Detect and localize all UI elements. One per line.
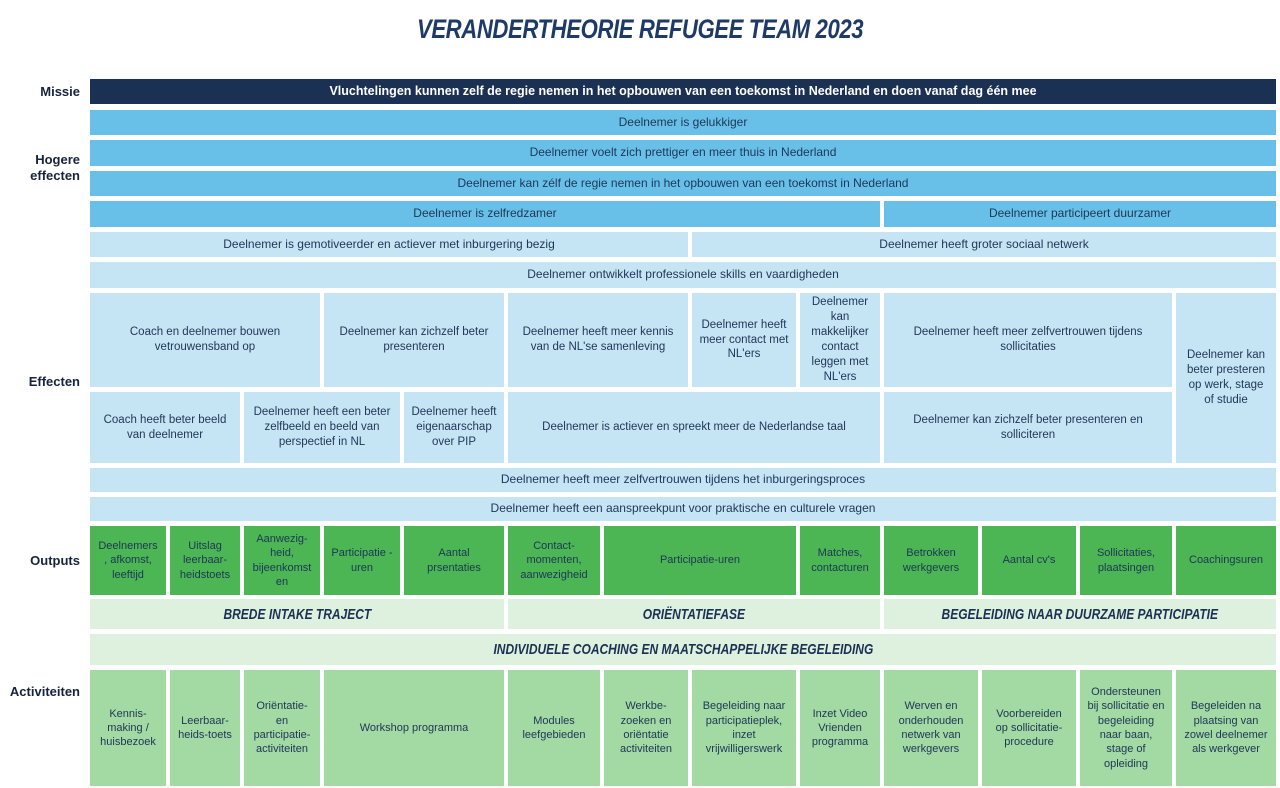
activity-box: Leerbaar-heids-toets xyxy=(170,670,240,786)
effect-zelfvertrouwen-bar: Deelnemer heeft meer zelfvertrouwen tijdens het inburgeringsproces xyxy=(90,468,1276,492)
fase-header-row xyxy=(90,599,1276,629)
row-label-missie: Missie xyxy=(40,84,80,99)
fase-orientatiefase-label: ORIËNTATIEFASE xyxy=(642,605,746,623)
fase-brede-intake xyxy=(90,599,504,629)
hogere-row-3 xyxy=(90,171,1276,196)
fase-brede-intake-label: BREDE INTAKE TRAJECT xyxy=(223,605,371,623)
fase-orientatiefase xyxy=(508,599,880,629)
effect-box: Deelnemer kan zichzelf beter presenteren en solliciteren xyxy=(884,392,1172,463)
hogere-prettiger-bar: Deelnemer voelt zich prettiger en meer thuis in Nederland xyxy=(90,140,1276,166)
output-box: Aanwezig-heid, bijeenkomsten xyxy=(244,526,320,595)
effect-box: Deelnemer kan zichzelf beter presenteren xyxy=(324,293,504,387)
effect-sociaal-netwerk-bar: Deelnemer heeft groter sociaal netwerk xyxy=(692,232,1276,257)
page-title: VERANDERTHEORIE REFUGEE TEAM 2023 xyxy=(416,14,864,44)
effect-box: Deelnemer heeft meer kennis van de NL'se samenleving xyxy=(508,293,688,387)
row-label-outputs: Outputs xyxy=(30,553,80,568)
activity-box: Werkbe-zoeken en oriëntatie activiteiten xyxy=(604,670,688,786)
effect-box: Deelnemer heeft meer zelfvertrouwen tijdens sollicitaties xyxy=(884,293,1172,387)
activity-box: Kennis-making / huisbezoek xyxy=(90,670,166,786)
effecten-row-4 xyxy=(90,497,1276,521)
effect-aanspreekpunt-bar: Deelnemer heeft een aanspreekpunt voor praktische en culturele vragen xyxy=(90,497,1276,521)
output-box: Participatie-uren xyxy=(604,526,796,595)
activity-box: Begeleiding naar participatieplek, inzet vrijwilligerswerk xyxy=(692,670,796,786)
hogere-zelfredzamer-bar: Deelnemer is zelfredzamer xyxy=(90,201,880,227)
row-label-effecten: Effecten xyxy=(28,374,80,389)
output-box: Betrokken werkgevers xyxy=(884,526,978,595)
coaching-strip-row xyxy=(90,634,1276,665)
fase-begeleiding-label: BEGELEIDING NAAR DUURZAME PARTICIPATIE xyxy=(941,605,1219,623)
missie-row xyxy=(90,79,1276,104)
hogere-row-2 xyxy=(90,140,1276,166)
outputs-row xyxy=(90,526,1276,595)
activity-box: Begeleiden na plaatsing van zowel deelnemer als werkgever xyxy=(1176,670,1276,786)
effecten-row-1 xyxy=(90,232,1276,257)
effect-box: Deelnemer heeft een beter zelfbeeld en beeld van perspectief in NL xyxy=(244,392,400,463)
activity-box: Voorbereiden op sollicitatie-procedure xyxy=(982,670,1076,786)
effecten-grid xyxy=(90,293,1276,463)
activity-box: Modules leefgebieden xyxy=(508,670,600,786)
hogere-participeert-bar: Deelnemer participeert duurzamer xyxy=(884,201,1276,227)
output-box: Deelnemers, afkomst, leeftijd xyxy=(90,526,166,595)
output-box: Sollicitaties, plaatsingen xyxy=(1080,526,1172,595)
coaching-strip-label: INDIVIDUELE COACHING EN MAATSCHAPPELIJKE BEGELEIDING xyxy=(493,641,873,658)
effect-box: Deelnemer is actiever en spreekt meer de Nederlandse taal xyxy=(508,392,880,463)
output-box: Uitslag leerbaar-heidstoets xyxy=(170,526,240,595)
effect-box: Deelnemer heeft meer contact met NL'ers xyxy=(692,293,796,387)
missie-bar: Vluchtelingen kunnen zelf de regie nemen in het opbouwen van een toekomst in Nederland en doen vanaf dag één mee xyxy=(90,79,1276,104)
page-title-wrap xyxy=(0,14,1280,45)
effecten-row-3 xyxy=(90,468,1276,492)
effect-skills-bar: Deelnemer ontwikkelt professionele skills en vaardigheden xyxy=(90,262,1276,288)
hogere-row-4 xyxy=(90,201,1276,227)
effect-box: Coach heeft beter beeld van deelnemer xyxy=(90,392,240,463)
activity-box: Workshop programma xyxy=(324,670,504,786)
output-box: Aantal cv's xyxy=(982,526,1076,595)
effect-box: Coach en deelnemer bouwen vetrouwensband op xyxy=(90,293,320,387)
output-box: Coachingsuren xyxy=(1176,526,1276,595)
effect-box: Deelnemer kan makkelijker contact leggen met NL'ers xyxy=(800,293,880,387)
activity-box: Oriëntatie- en participatie-activiteiten xyxy=(244,670,320,786)
output-box: Matches, contacturen xyxy=(800,526,880,595)
effect-box: Deelnemer heeft eigenaarschap over PIP xyxy=(404,392,504,463)
row-label-activiteiten: Activiteiten xyxy=(9,684,80,699)
effect-box-tall: Deelnemer kan beter presteren op werk, stage of studie xyxy=(1176,293,1276,463)
effect-gemotiveerder-bar: Deelnemer is gemotiveerder en actiever met inburgering bezig xyxy=(90,232,688,257)
activity-box: Werven en onderhouden netwerk van werkgevers xyxy=(884,670,978,786)
effecten-row-2 xyxy=(90,262,1276,288)
output-box: Aantal prsentaties xyxy=(404,526,504,595)
row-label-hogere-effecten: Hogere effecten xyxy=(30,152,80,183)
activiteiten-row xyxy=(90,670,1276,786)
activity-box: Inzet Video Vrienden programma xyxy=(800,670,880,786)
hogere-gelukkiger-bar: Deelnemer is gelukkiger xyxy=(90,110,1276,135)
coaching-strip xyxy=(90,634,1276,665)
hogere-row-1 xyxy=(90,110,1276,135)
fase-begeleiding xyxy=(884,599,1276,629)
output-box: Participatie -uren xyxy=(324,526,400,595)
hogere-regie-bar: Deelnemer kan zélf de regie nemen in het opbouwen van een toekomst in Nederland xyxy=(90,171,1276,196)
activity-box: Ondersteunen bij sollicitatie en begeleiding naar baan, stage of opleiding xyxy=(1080,670,1172,786)
output-box: Contact-momenten, aanwezigheid xyxy=(508,526,600,595)
